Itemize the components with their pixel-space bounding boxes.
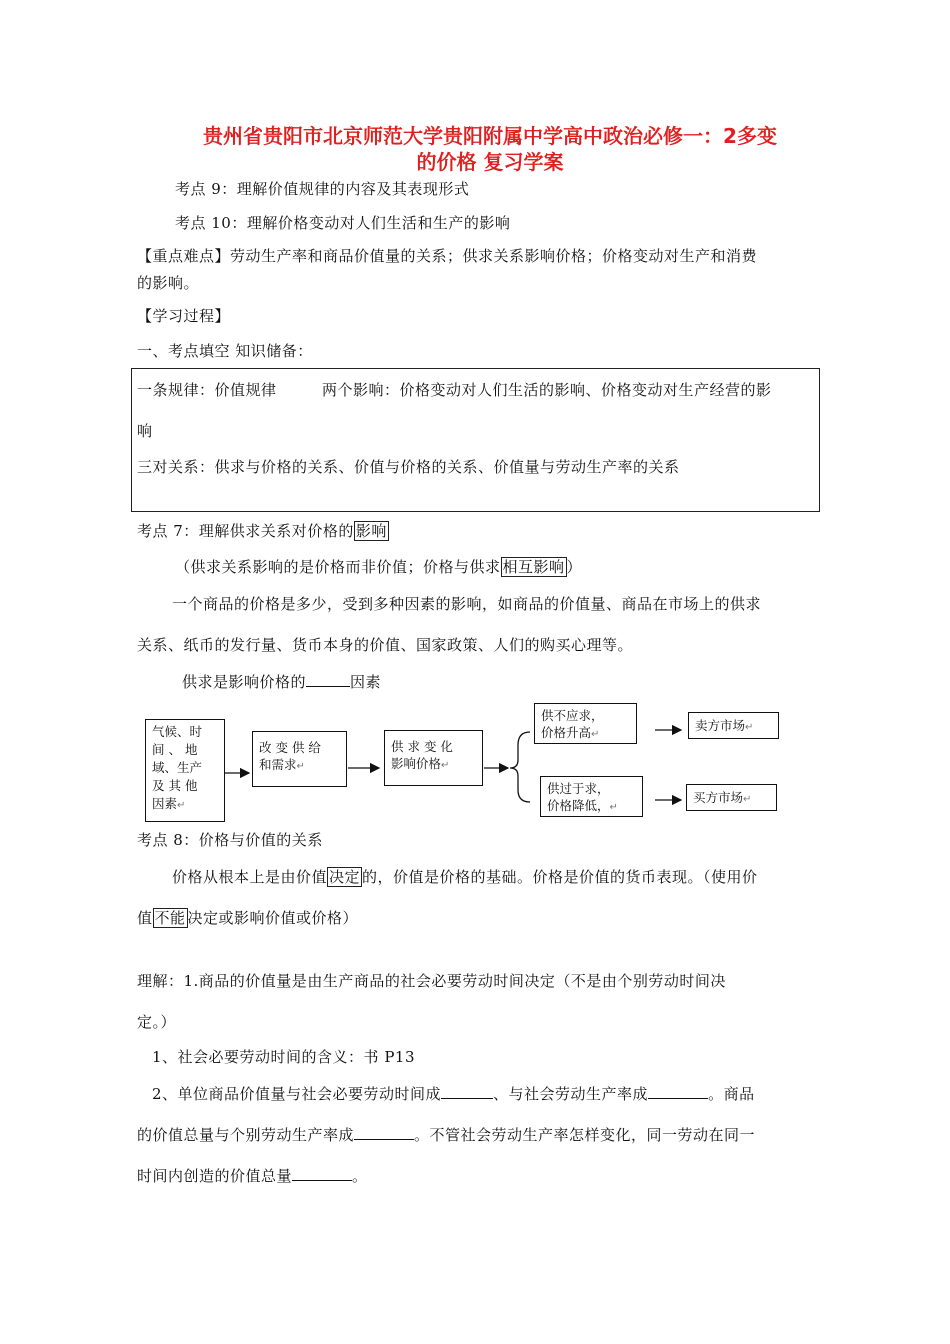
flow-box-buyers-market-text: 买方市场 — [693, 790, 744, 805]
flow-box-buyers-market: 买方市场↵ — [686, 784, 777, 811]
item2-l1c: 。商品 — [708, 1085, 755, 1103]
learning-process-heading: 【学习过程】 — [137, 307, 231, 325]
p2-l2-boxed: 不能 — [154, 909, 186, 927]
item2-l2b: 。不管社会劳动生产率怎样变化，同一劳动在同一 — [414, 1126, 756, 1144]
key-points-line2: 的影响。 — [137, 274, 200, 292]
page-title-line1: 贵州省贵阳市北京师范大学贵阳附属中学高中政治必修一：2多变 — [203, 124, 777, 148]
item2-l3b: 。 — [352, 1167, 368, 1185]
p2-l2a: 值 — [137, 909, 153, 927]
note-before: （供求关系影响的是价格而非价值；价格与供求 — [175, 558, 501, 576]
paragraph-2-line1 — [172, 866, 758, 887]
item-2-line3 — [137, 1165, 368, 1186]
key-points-line1: 【重点难点】劳动生产率和商品价值量的关系；供求关系影响价格；价格变动对生产和消费 — [137, 247, 758, 265]
understanding-line2: 定。） — [137, 1013, 177, 1031]
flow-box-sellers-market: 卖方市场↵ — [688, 712, 779, 739]
flow-box-price-change-line1: 供 求 变 化 — [391, 739, 453, 754]
item2-l1b: 、与社会劳动生产率成 — [493, 1085, 649, 1103]
kaodian-7-boxed: 影响 — [355, 522, 387, 540]
summary-influences: 两个影响：价格变动对人们生活的影响、价格变动对生产经营的影 — [322, 381, 772, 399]
section-1-heading: 一、考点填空 知识储备： — [137, 342, 313, 360]
flow-box-surplus — [540, 776, 643, 817]
p2-l1b: 的，价值是价格的基础。价格是价值的货币表现。（使用价 — [362, 868, 758, 886]
note-boxed: 相互影响 — [502, 558, 565, 576]
item-1: 1、社会必要劳动时间的含义：书 P13 — [152, 1048, 415, 1066]
paragraph-2-line2 — [137, 907, 358, 928]
note-after: ） — [566, 558, 583, 576]
flow-box-change-supply-line2-text: 和需求 — [259, 757, 297, 772]
flow-box-shortage-line2-text: 价格升高 — [541, 725, 592, 740]
flow-box-factors-line4: 及 其 他 — [152, 778, 198, 793]
kaodian-8: 考点 8：价格与价值的关系 — [137, 831, 323, 849]
kaodian-9: 考点 9：理解价值规律的内容及其表现形式 — [175, 180, 470, 198]
supply-factor-after: 因素 — [350, 673, 382, 691]
kaodian-7-text: 考点 7：理解供求关系对价格的 — [137, 522, 354, 540]
flow-box-surplus-line2: 价格降低，↵ — [547, 798, 618, 813]
item-2-line2 — [137, 1124, 755, 1145]
flow-box-change-supply-line1: 改 变 供 给 — [259, 740, 321, 755]
flow-box-factors-line3: 域、生产 — [152, 760, 203, 775]
flow-box-factors-line5-text: 因素 — [152, 796, 178, 811]
flow-box-factors-line2: 间 、 地 — [152, 742, 198, 757]
summary-relations: 三对关系：供求与价格的关系、价值与价格的关系、价值量与劳动生产率的关系 — [137, 458, 680, 476]
flow-box-change-supply-line2: 和需求↵ — [259, 757, 305, 772]
flow-box-shortage-line2: 价格升高↵ — [541, 725, 600, 740]
brace — [510, 732, 530, 802]
item-2-line1 — [152, 1083, 755, 1104]
flow-box-price-change-line2-text: 影响价格 — [391, 756, 442, 771]
blank-4[interactable] — [354, 1125, 414, 1140]
item2-l2a: 的价值总量与个别劳动生产率成 — [137, 1126, 355, 1144]
flow-box-factors — [145, 719, 225, 822]
page-title-line2: 的价格 复习学案 — [416, 150, 564, 174]
flow-box-change-supply — [252, 731, 347, 787]
summary-influences-cont: 响 — [137, 422, 153, 440]
p2-l1a: 价格从根本上是由价值 — [172, 868, 328, 886]
flow-box-shortage — [534, 703, 637, 744]
item2-l3a: 时间内创造的价值总量 — [137, 1167, 293, 1185]
flow-box-price-change-line2: 影响价格↵ — [391, 756, 450, 771]
item2-l1a: 2、单位商品价值量与社会必要劳动时间成 — [152, 1085, 442, 1103]
p2-l2b: 决定或影响价值或价格） — [187, 909, 359, 927]
p2-l1-boxed: 决定 — [329, 868, 361, 886]
summary-law: 一条规律：价值规律 — [137, 381, 277, 399]
flow-box-factors-line5: 因素↵ — [152, 796, 186, 811]
blank-3[interactable] — [648, 1084, 708, 1099]
kaodian-10: 考点 10：理解价格变动对人们生活和生产的影响 — [175, 214, 511, 232]
flow-box-shortage-line1: 供不应求， — [541, 708, 604, 723]
supply-factor-before: 供求是影响价格的 — [182, 673, 307, 691]
blank-5[interactable] — [292, 1166, 352, 1181]
paragraph-1-line1: 一个商品的价格是多少，受到多种因素的影响，如商品的价值量、商品在市场上的供求 — [172, 595, 762, 613]
flow-box-surplus-line2-text: 价格降低， — [547, 798, 610, 813]
flow-box-price-change — [384, 730, 483, 786]
blank-2[interactable] — [441, 1084, 493, 1099]
paragraph-1-line2: 关系、纸币的发行量、货币本身的价值、国家政策、人们的购买心理等。 — [137, 636, 634, 654]
understanding-line1: 理解：1.商品的价值量是由生产商品的社会必要劳动时间决定（不是由个别劳动时间决 — [137, 972, 726, 990]
flow-box-sellers-market-text: 卖方市场 — [695, 718, 746, 733]
flow-box-factors-line1: 气候、时 — [152, 724, 203, 739]
flow-box-surplus-line1: 供过于求， — [547, 781, 610, 796]
